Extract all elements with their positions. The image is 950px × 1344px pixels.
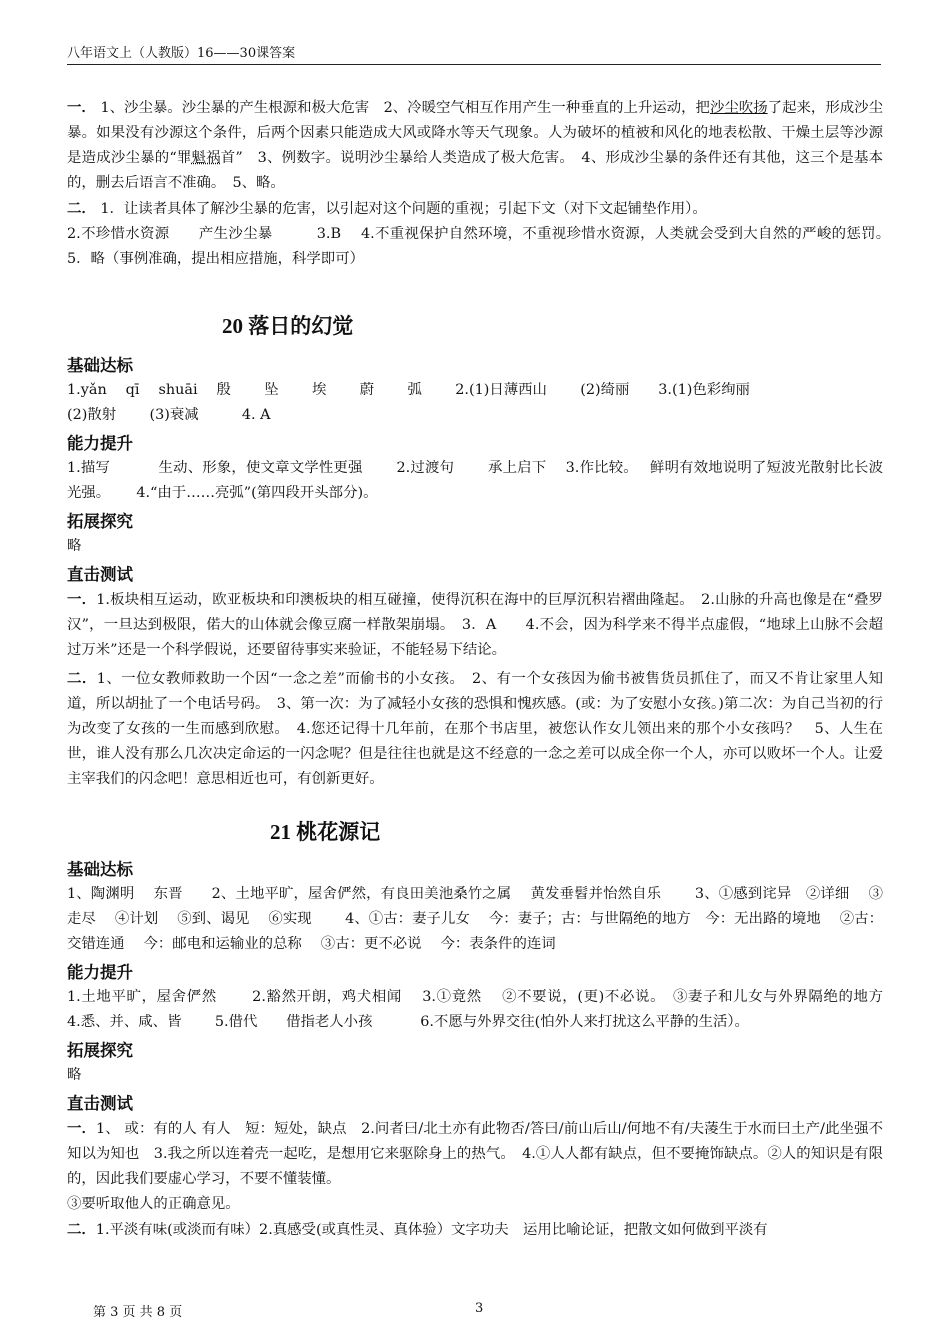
part-two-text: 1．让读者具体了解沙尘暴的危害，以引起对这个问题的重视；引起下文（对下文起铺垫作用）。	[95, 201, 707, 217]
l20-ability-text: 1.描写 生动、形象，使文章文学性更强 2.过渡句 承上启下 3.作比较。 鲜明有效地说明了短波光散射比长波光强。 4.“由于……亮弧”(第四段开头部分)。	[67, 460, 883, 501]
l20-test-one-text: 1.板块相互运动，欧亚板块和印澳板块的相互碰撞，使得沉积在海中的巨厚沉积岩褶曲隆起。 2.山脉的升高也像是在“叠罗汉”，一旦达到极限，偌大的山体就会像豆腐一样散架崩塌。 3．A 4.不会，因为科学来不得半点虚假，“地球上山脉不会超过万米”还是一个科学假说，还要留待事实来验证，不能轻易下结论。	[67, 592, 883, 658]
l20-test-two-text: 1、一位女教师救助一个因“一念之差”而偷书的小女孩。 2、有一个女孩因为偷书被售货员抓住了，而又不肯让家里人知道，所以胡扯了一个电话号码。 3、第一次：为了减轻小女孩的恐惧和愧疚感。(或：为了安慰小女孩。)第二次：为自己当初的行为改变了女孩的一生而感到欣慰。 4.您还记得十几年前，在那个书店里，被您认作女儿领出来的那个小女孩吗？ 5、人生在世，谁人没有那么几次决定命运的一闪念呢？但是往往也就是这不经意的一念之差可以成全你一个人，亦可以败坏一个人。让爱主宰我们的闪念吧！意思相近也可，有创新更好。	[67, 671, 883, 787]
l21-section-ability: 能力提升	[67, 963, 133, 982]
l21-basic-text: 1、陶渊明 东晋 2、土地平旷，屋舍俨然，有良田美池桑竹之属 黄发垂髫并怡然自乐 3、①感到诧异 ②详细 ③走尽 ④计划 ⑤到、谒见 ⑥实现 4、①古：妻子儿女 今：妻子；古：与世隔绝的地方 今：无出路的境地 ②古：交错连通 今：邮电和运输业的总称 ③古：更不必说 今：表条件的连词	[67, 886, 883, 952]
l20-extend-text: 略	[67, 538, 82, 554]
l21-test-one-lead: 一．	[67, 1120, 96, 1137]
l21-section-test: 直击测试	[67, 1094, 133, 1113]
l20-section-basic: 基础达标	[67, 356, 133, 375]
dotted-phrase: 魁祸	[191, 150, 221, 166]
l21-test-two-text: 1.平淡有味(或淡而有味）2.真感受(或真性灵、真体验）文字功夫 运用比喻论证，把散文如何做到平淡有	[95, 1222, 768, 1238]
lesson-21-title: 21 桃花源记	[270, 820, 381, 844]
l21-section-basic: 基础达标	[67, 860, 133, 879]
page-content	[67, 93, 917, 1243]
part-one-lead: 一．	[67, 99, 96, 116]
lesson-20-title: 20 落日的幻觉	[222, 314, 354, 338]
l20-section-ability: 能力提升	[67, 434, 133, 453]
l20-basic-line1: 1.yǎn qī shuāi 殷 坠 埃 蔚 弧 2.(1)日薄西山 (2)绮丽 3.(1)色彩绚丽	[67, 382, 750, 398]
l21-test-one-text: 1、 或：有的人 有人 短：短处，缺点 2.问者曰/北土亦有此物否/答曰/前山后山/何地不有/夫蓤生于水而曰土产/此坐强不知以为知也 3.我之所以连着壳一起吃，是想用它来驱除身上的热气。 4.①人人都有缺点，但不要掩饰缺点。②人的知识是有限的，因此我们要虚心学习，不要不懂装懂。	[67, 1121, 883, 1187]
l21-test-two	[67, 1217, 883, 1243]
l21-extend-text: 略	[67, 1067, 82, 1083]
l21-ability-text: 1.土地平旷，屋舍俨然 2.豁然开朗，鸡犬相闻 3.①竟然 ②不要说，(更)不必说。 ③妻子和儿女与外界隔绝的地方 4.悉、并、咸、皆 5.借代 借指老人小孩 6.不愿与外界交往(怕外人来打扰这么平静的生活）。	[67, 989, 917, 1030]
part-two-lead: 二．	[67, 200, 96, 217]
answer-part-one	[67, 95, 883, 196]
l20-section-extend: 拓展探究	[67, 512, 133, 531]
part-one-text-c: 首” 3、例数字。说明沙尘暴给人类造成了极大危害。 4、形成沙尘暴的条件还有其他，这三个是基本的，删去后语言不准确。 5、略。	[67, 150, 883, 191]
l20-test-one-lead: 一．	[67, 591, 97, 608]
answer-part-two-cont: 2.不珍惜水资源 产生沙尘暴 3.B 4.不重视保护自然环境，不重视珍惜水资源，人类就会受到大自然的严峻的惩罚。 5．略（事例准确，提出相应措施，科学即可）	[67, 226, 912, 267]
l21-test-one-cont: ③要听取他人的正确意见。	[67, 1196, 240, 1212]
footer-page-number: 3	[475, 1301, 484, 1316]
answer-part-two	[67, 196, 883, 222]
l20-section-test: 直击测试	[67, 565, 133, 584]
l21-test-one	[67, 1116, 883, 1192]
l20-test-two-lead: 二．	[67, 670, 97, 687]
footer-page-info: 第 3 页 共 8 页	[93, 1305, 183, 1320]
l20-test-two	[67, 666, 883, 792]
underlined-phrase: 沙尘吹扬	[709, 100, 768, 116]
l21-section-extend: 拓展探究	[67, 1041, 133, 1060]
part-one-text-a: 1、沙尘暴。沙尘暴的产生根源和极大危害 2、冷暖空气相互作用产生一种垂直的上升运动，把	[95, 100, 710, 116]
part-one-text-b: 了起来，形成沙尘暴。如果没有沙源这个条件，后两个因素只能造成大风或降水等天气现象。人为破坏的植被和风化的地表松散、干燥土层等沙源是造成沙尘暴的“罪	[67, 100, 883, 166]
l20-test-one	[67, 587, 883, 663]
l21-test-two-lead: 二．	[67, 1221, 96, 1238]
running-header: 八年语文上（人教版）16——30课答案	[67, 42, 881, 65]
l20-basic-line2: (2)散射 (3)衰减 4. A	[67, 407, 271, 423]
